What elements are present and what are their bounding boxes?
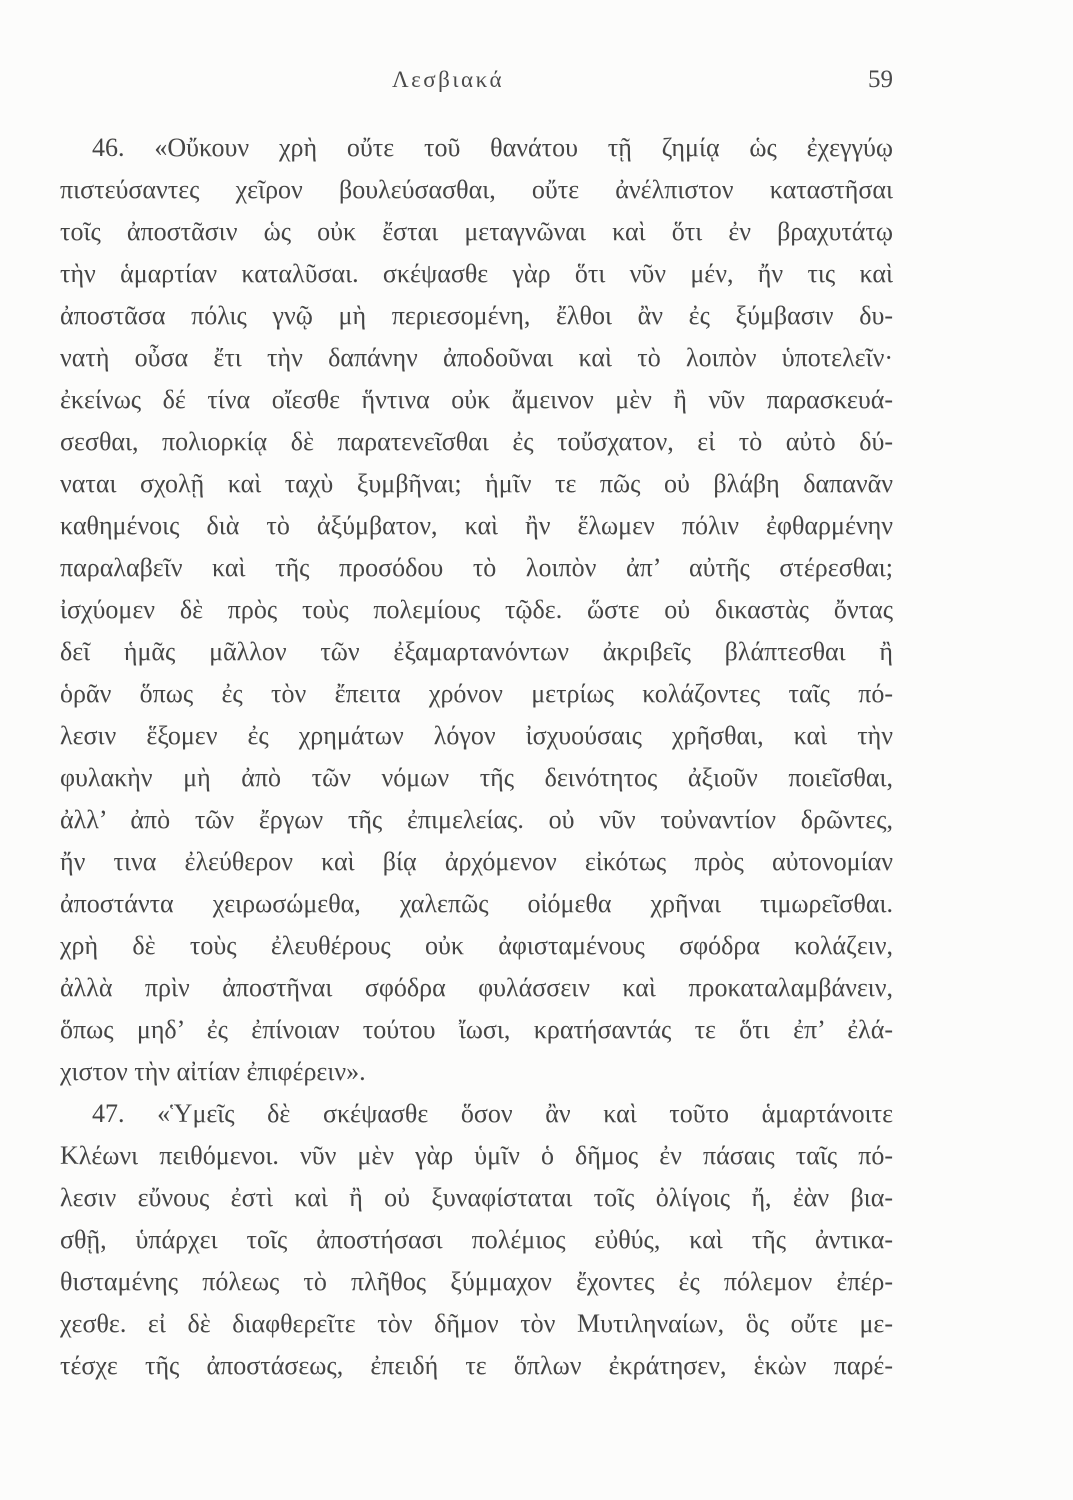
text-line: καθημένοις διὰ τὸ ἀξύμβατον, καὶ ἢν ἕλωμεν πόλιν ἐφθαρμένην: [60, 511, 893, 540]
text-line: ἰσχύομεν δὲ πρὸς τοὺς πολεμίους τῷδε. ὥστε οὐ δικαστὰς ὄντας: [60, 595, 893, 624]
paragraph-46: [60, 127, 893, 1093]
text-line: τοῖς ἀποστᾶσιν ὡς οὐκ ἔσται μεταγνῶναι καὶ ὅτι ἐν βραχυτάτῳ: [60, 217, 893, 246]
text-line: ἀλλ’ ἀπὸ τῶν ἔργων τῆς ἐπιμελείας. οὐ νῦν τοὐναντίον δρῶντες,: [60, 805, 893, 834]
text-line: ὁρᾶν ὅπως ἐς τὸν ἔπειτα χρόνον μετρίως κολάζοντες ταῖς πό-: [60, 679, 893, 708]
paragraph-47: [60, 1093, 893, 1387]
text-line: ὅπως μηδ’ ἐς ἐπίνοιαν τούτου ἴωσι, κρατήσαντάς τε ὅτι ἐπ’ ἐλά-: [60, 1015, 893, 1044]
text-line: τὴν ἁμαρτίαν καταλῦσαι. σκέψασθε γὰρ ὅτι νῦν μέν, ἤν τις καὶ: [60, 259, 893, 288]
text-line: χιστον τὴν αἰτίαν ἐπιφέρειν».: [60, 1057, 366, 1086]
text-line: ἀλλὰ πρὶν ἀποστῆναι σφόδρα φυλάσσειν καὶ προκαταλαμβάνειν,: [60, 973, 893, 1002]
page-number: 59: [868, 66, 893, 93]
text-line: νατὴ οὖσα ἔτι τὴν δαπάνην ἀποδοῦναι καὶ τὸ λοιπὸν ὑποτελεῖν·: [60, 343, 893, 372]
text-line: 47. «Ὑμεῖς δὲ σκέψασθε ὅσον ἂν καὶ τοῦτο ἁμαρτάνοιτε: [92, 1099, 893, 1128]
text-line: λεσιν εὔνους ἐστὶ καὶ ἢ οὐ ξυναφίσταται τοῖς ὀλίγοις ἤ, ἐὰν βια-: [60, 1183, 893, 1212]
text-line: ἤν τινα ἐλεύθερον καὶ βίᾳ ἀρχόμενον εἰκότως πρὸς αὐτονομίαν: [60, 847, 893, 876]
text-line: λεσιν ἕξομεν ἐς χρημάτων λόγον ἰσχυούσαις χρῆσθαι, καὶ τὴν: [60, 721, 893, 750]
text-line: χρὴ δὲ τοὺς ἐλευθέρους οὐκ ἀφισταμένους σφόδρα κολάζειν,: [60, 931, 893, 960]
text-line: πιστεύσαντες χεῖρον βουλεύσασθαι, οὔτε ἀνέλπιστον καταστῆσαι: [60, 175, 893, 204]
text-line: φυλακὴν μὴ ἀπὸ τῶν νόμων τῆς δεινότητος ἀξιοῦν ποιεῖσθαι,: [60, 763, 893, 792]
text-line: 46. «Οὔκουν χρὴ οὔτε τοῦ θανάτου τῇ ζημίᾳ ὡς ἐχεγγύῳ: [92, 133, 893, 162]
text-line: παραλαβεῖν καὶ τῆς προσόδου τὸ λοιπὸν ἀπ’ αὐτῆς στέρεσθαι;: [60, 553, 893, 582]
text-line: ἀποστᾶσα πόλις γνῷ μὴ περιεσομένη, ἔλθοι ἂν ἐς ξύμβασιν δυ-: [60, 301, 893, 330]
running-title: Λεσβιακά: [391, 67, 505, 92]
body-text: [60, 127, 893, 1387]
text-line: ἀποστάντα χειρωσώμεθα, χαλεπῶς οἰόμεθα χρῆναι τιμωρεῖσθαι.: [60, 889, 893, 918]
text-line: ναται σχολῇ καὶ ταχὺ ξυμβῆναι; ἡμῖν τε πῶς οὐ βλάβη δαπανᾶν: [60, 469, 893, 498]
text-line: χεσθε. εἰ δὲ διαφθερεῖτε τὸν δῆμον τὸν Μυτιληναίων, ὃς οὔτε με-: [60, 1309, 893, 1338]
text-line: Κλέωνι πειθόμενοι. νῦν μὲν γὰρ ὑμῖν ὁ δῆμος ἐν πάσαις ταῖς πό-: [60, 1141, 893, 1170]
text-line: τέσχε τῆς ἀποστάσεως, ἐπειδή τε ὅπλων ἐκράτησεν, ἑκὼν παρέ-: [60, 1351, 893, 1380]
text-line: σθῇ, ὑπάρχει τοῖς ἀποστήσασι πολέμιος εὐθύς, καὶ τῆς ἀντικα-: [60, 1225, 893, 1254]
text-line: δεῖ ἡμᾶς μᾶλλον τῶν ἐξαμαρτανόντων ἀκριβεῖς βλάπτεσθαι ἢ: [60, 637, 893, 666]
text-line: ἐκείνως δέ τίνα οἴεσθε ἥντινα οὐκ ἄμεινον μὲν ἢ νῦν παρασκευά-: [60, 385, 893, 414]
text-line: σεσθαι, πολιορκίᾳ δὲ παρατενεῖσθαι ἐς τοὔσχατον, εἰ τὸ αὐτὸ δύ-: [60, 427, 893, 456]
text-line: θισταμένης πόλεως τὸ πλῆθος ξύμμαχον ἔχοντες ἐς πόλεμον ἐπέρ-: [60, 1267, 893, 1296]
